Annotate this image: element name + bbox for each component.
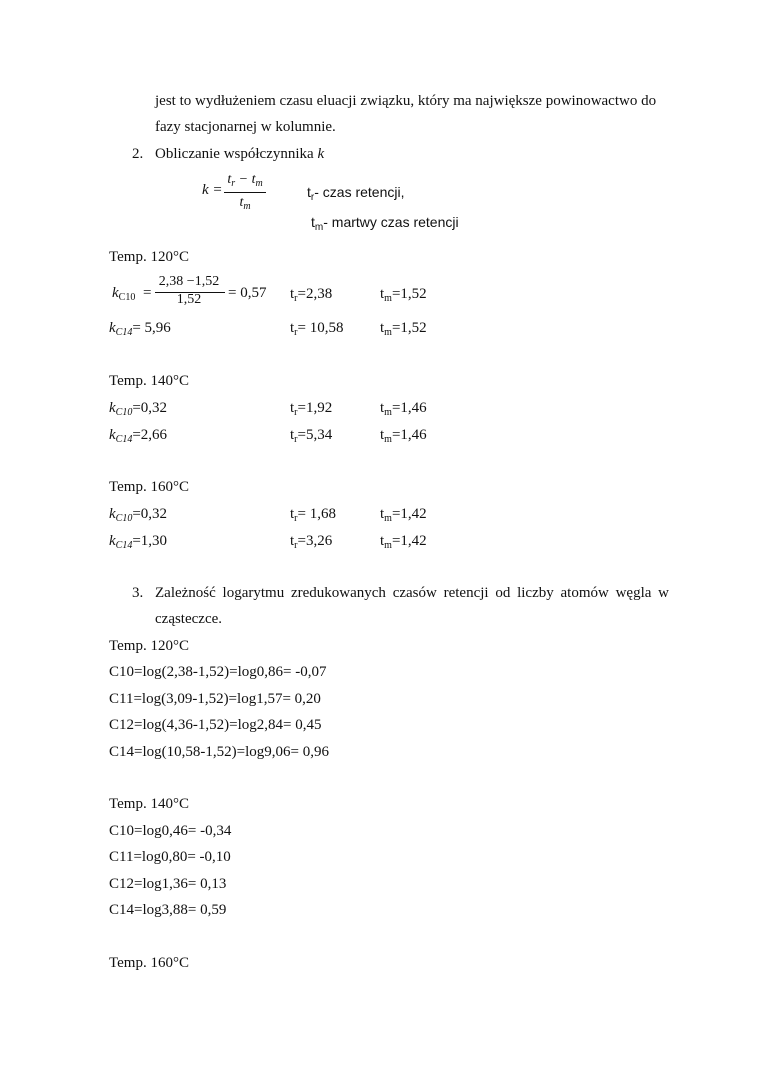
formula-denominator: $t_m$ [239, 195, 251, 212]
log-120-c10: C10=log(2,38-1,52)=log0,86= -0,07 [109, 664, 327, 680]
section-3-title-line-2: cząsteczce. [155, 611, 223, 627]
k-c10-120-tr: $t_r=2,38$ [290, 286, 333, 304]
k-c14-140-tr: $t_r=5,34$ [290, 427, 333, 445]
k-c10-160-tr: $t_r= 1,68$ [290, 506, 336, 524]
log-temp-120-label: Temp. 120°C [109, 638, 189, 654]
intro-line-1: jest to wydłużeniem czasu eluacji związku, który ma największe powinowactwo do [155, 93, 657, 109]
section-2-title: Obliczanie współczynnika k [155, 146, 325, 162]
k-c10-120-numerator: 2,38 −1,52 [158, 274, 220, 289]
k-c14-120-tm: $t_m=1,52$ [380, 320, 427, 338]
k-c14-160-tr: $t_r=3,26$ [290, 533, 333, 551]
log-140-c11: C11=log0,80= -0,10 [109, 849, 231, 865]
k-c10-120-prefix: $k_{C10}$ [112, 285, 136, 303]
intro-line-2: fazy stacjonarnej w kolumnie. [155, 119, 336, 135]
log-120-c14: C14=log(10,58-1,52)=log9,06= 0,96 [109, 744, 329, 760]
k-c14-120-tr: $t_r= 10,58$ [290, 320, 344, 338]
legend-tr: $t_r-$ czas retencji, [307, 184, 405, 203]
k-c14-160: $k_{C14}=1,30$ [109, 533, 168, 551]
formula-lhs: k = [202, 182, 223, 198]
log-temp-140-label: Temp. 140°C [109, 796, 189, 812]
section-3-number: 3. [132, 585, 144, 601]
k-c10-120-denominator: 1,52 [176, 292, 202, 307]
k-c14-140: $k_{C14}=2,66$ [109, 427, 168, 445]
k-temp-160-label: Temp. 160°C [109, 479, 189, 495]
section-2-number: 2. [132, 146, 144, 162]
section-3-title-line-1: Zależność logarytmu zredukowanych czasów retencji od liczby atomów węgla w [155, 585, 669, 601]
log-temp-160-label: Temp. 160°C [109, 955, 189, 971]
k-c10-140: $k_{C10}=0,32$ [109, 400, 168, 418]
k-c10-140-tm: $t_m=1,46$ [380, 400, 427, 418]
k-c10-120-eq: = [143, 285, 152, 301]
legend-tm: $t_m-$ martwy czas retencji [311, 214, 459, 233]
log-140-c12: C12=log1,36= 0,13 [109, 876, 227, 892]
k-c10-140-tr: $t_r=1,92$ [290, 400, 333, 418]
log-140-c10: C10=log0,46= -0,34 [109, 823, 232, 839]
log-120-c12: C12=log(4,36-1,52)=log2,84= 0,45 [109, 717, 322, 733]
formula-fraction-bar [224, 192, 266, 193]
log-120-c11: C11=log(3,09-1,52)=log1,57= 0,20 [109, 691, 321, 707]
k-c14-120: $k_{C14}= 5,96$ [109, 320, 171, 338]
k-c10-120-result: = 0,57 [228, 285, 267, 301]
k-temp-140-label: Temp. 140°C [109, 373, 189, 389]
k-c14-160-tm: $t_m=1,42$ [380, 533, 427, 551]
k-c10-160: $k_{C10}=0,32$ [109, 506, 168, 524]
k-c10-160-tm: $t_m=1,42$ [380, 506, 427, 524]
k-temp-120-label: Temp. 120°C [109, 249, 189, 265]
k-c14-140-tm: $t_m=1,46$ [380, 427, 427, 445]
k-c10-120-tm: $t_m=1,52$ [380, 286, 427, 304]
log-140-c14: C14=log3,88= 0,59 [109, 902, 227, 918]
formula-numerator: $t_r - t_m$ [227, 172, 263, 189]
